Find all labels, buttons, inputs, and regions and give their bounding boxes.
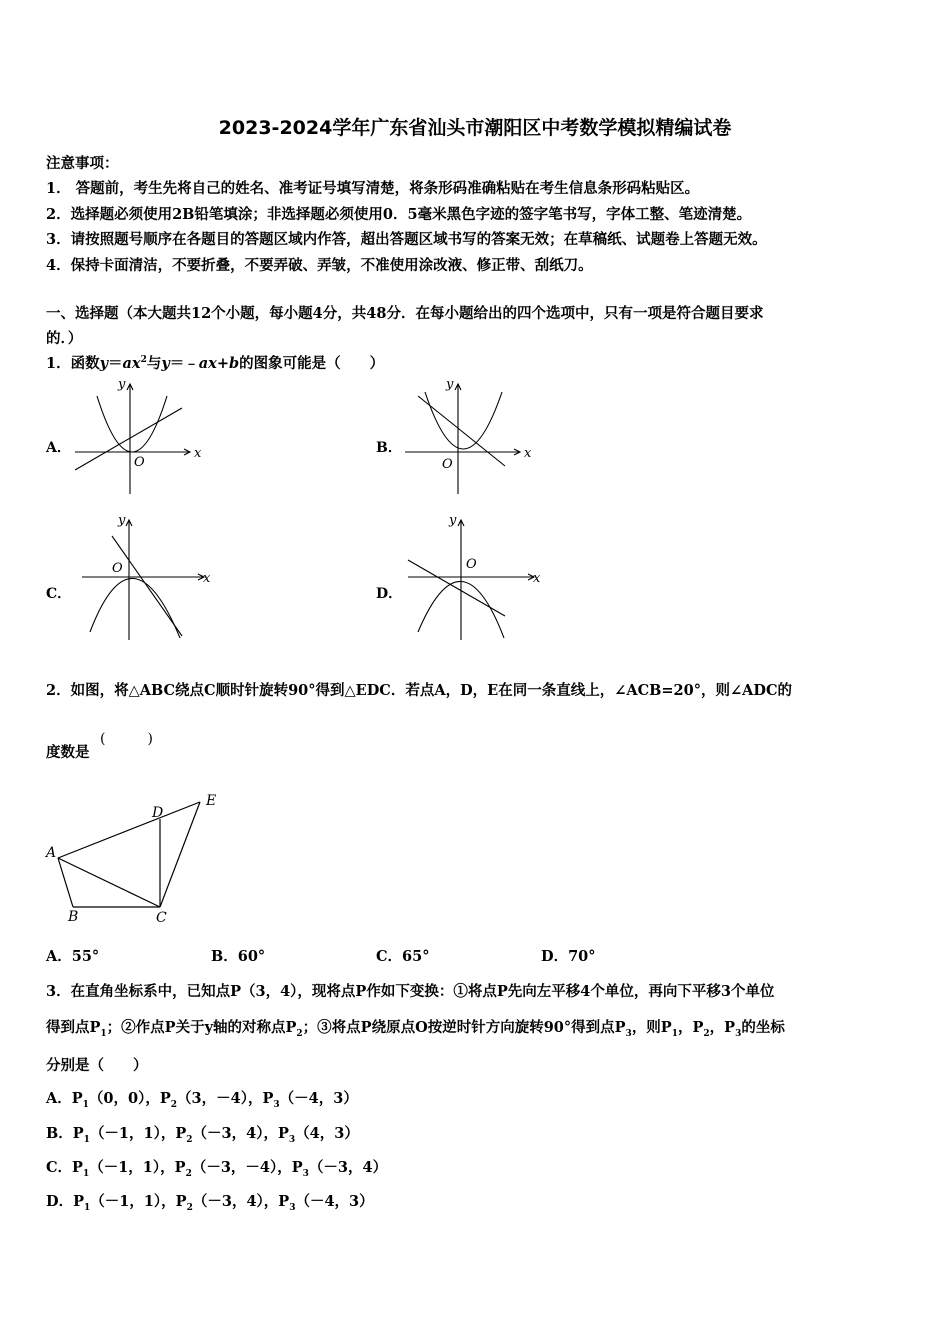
y-axis-label: y <box>118 377 126 392</box>
question-2-stem-line2: 度数是 <box>46 744 90 761</box>
x-axis-label: x <box>203 571 211 586</box>
q2-option-c: C．65° <box>376 948 430 965</box>
q1-option-c-label: C． <box>46 586 72 602</box>
notice-item-3: 3．请按照题号顺序在各题目的答题区域内作答，超出答题区域书写的答案无效；在草稿纸、试题卷上答题无效。 <box>46 231 767 248</box>
q1-graph-c <box>70 514 230 644</box>
answer-paren: ( ) <box>100 731 153 747</box>
question-3-stem-line2: 得到点$P_1$；②作点P关于y轴的对称点$P_2$；③将点P绕原点O按逆时针方向旋转90°得到点$P_3$，则$P_1$，$P_2$，$P_3$的坐标 <box>46 1019 785 1039</box>
point-b-label: B <box>68 909 79 925</box>
question-1-stem: 1．函数$y=ax^2$与y＝﹣ax+b的图象可能是（ ） <box>46 355 385 372</box>
q1-option-d-label: D． <box>376 586 403 602</box>
notice-item-2: 2．选择题必须使用2B铅笔填涂；非选择题必须使用0．5毫米黑色字迹的签字笔书写，字体工整、笔迹清楚。 <box>46 206 752 223</box>
q3-option-d: D．$P_1(-1$，1），$P_2(-3$，4），$P_3(-4$，3） <box>46 1193 374 1213</box>
question-2-stem-line1: 2．如图，将△ABC绕点C顺时针旋转90°得到△EDC．若点A，D，E在同一条直线上，∠ACB=20°，则∠ADC的 <box>46 682 793 699</box>
question-3-stem-line3: 分别是（ ） <box>46 1057 148 1074</box>
y-axis-label: y <box>446 377 454 392</box>
question-3-stem-line1: 3．在直角坐标系中，已知点P（3，4），现将点P作如下变换：①将点P先向左平移4个单位，再向下平移3个单位 <box>46 983 775 1000</box>
q2-rotation-figure <box>40 790 240 930</box>
origin-label: O <box>112 561 123 576</box>
q1-graph-a <box>70 378 230 498</box>
q1-graph-d <box>400 514 560 644</box>
q1-option-b-label: B． <box>376 440 402 456</box>
notice-item-1: 1． 答题前，考生先将自己的姓名、准考证号填写清楚，将条形码准确粘贴在考生信息条形码粘贴区。 <box>46 180 700 197</box>
q2-option-d: D．70° <box>541 948 596 965</box>
section-heading-line1: 一、选择题（本大题共12个小题，每小题4分，共48分．在每小题给出的四个选项中，只有一项是符合题目要求 <box>46 305 764 322</box>
q1-option-a-label: A． <box>46 440 71 456</box>
q3-option-c: C．$P_1(-1$，1），$P_2(-3$，－4），$P_3(-3$，4） <box>46 1159 388 1179</box>
x-axis-label: x <box>533 571 541 586</box>
origin-label: O <box>134 455 145 470</box>
x-axis-label: x <box>194 446 202 461</box>
point-d-label: D <box>152 805 164 821</box>
point-c-label: C <box>156 910 167 926</box>
q3-option-a: A．$P_1(0$，0），$P_2(3$，－4），$P_3(-4$，3） <box>46 1090 358 1110</box>
notice-heading: 注意事项： <box>46 155 119 172</box>
q2-option-b: B．60° <box>211 948 266 965</box>
y-axis-label: y <box>449 513 457 528</box>
x-axis-label: x <box>524 446 532 461</box>
page-title: 2023-2024学年广东省汕头市潮阳区中考数学模拟精编试卷 <box>218 117 732 139</box>
notice-item-4: 4．保持卡面清洁，不要折叠，不要弄破、弄皱，不准使用涂改液、修正带、刮纸刀。 <box>46 257 593 274</box>
q1-graph-b <box>400 378 560 498</box>
y-axis-label: y <box>118 513 126 528</box>
origin-label: O <box>442 457 453 472</box>
q2-option-a: A．55° <box>46 948 100 965</box>
point-e-label: E <box>206 793 217 809</box>
q3-option-b: B．$P_1(-1$，1），$P_2(-3$，4），$P_3(4$，3） <box>46 1125 359 1145</box>
point-a-label: A <box>46 845 57 861</box>
section-heading-line2: 的．） <box>46 330 83 347</box>
origin-label: O <box>466 557 477 572</box>
